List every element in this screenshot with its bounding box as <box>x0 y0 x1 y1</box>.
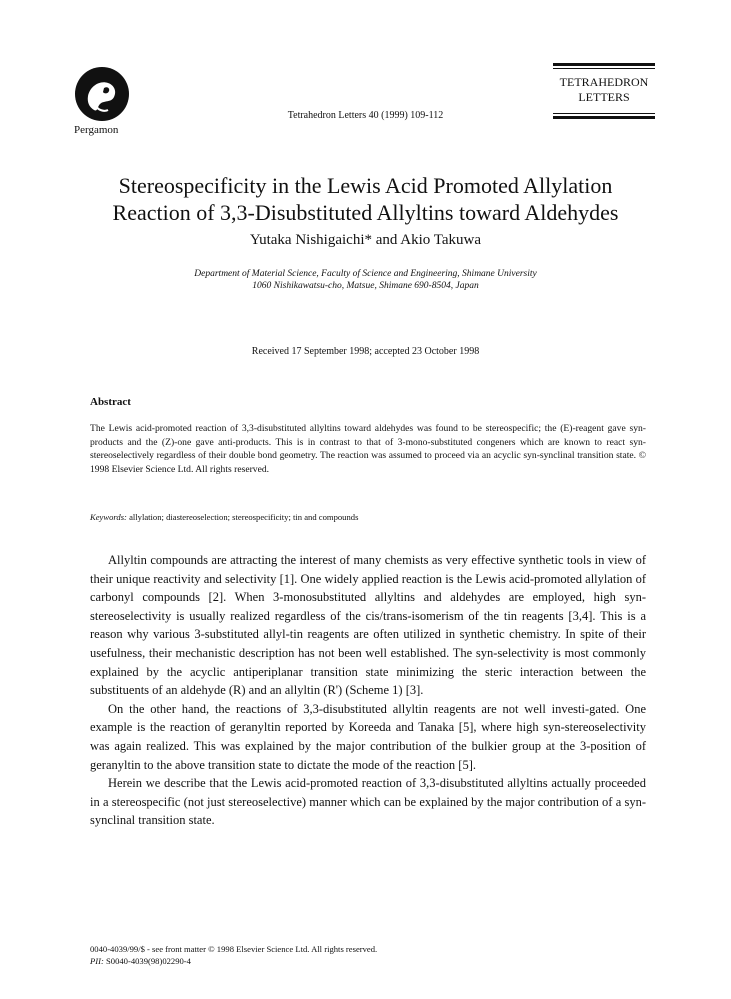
pii-line <box>90 955 377 967</box>
masthead-rule-bottom <box>553 116 655 119</box>
affiliation <box>0 268 731 292</box>
body-paragraph: Allyltin compounds are attracting the interest of many chemists as very effective synthetic tools in view of their unique reactivity and selectivity [1]. One widely applied reaction is the Lewis acid-promoted allylation of carbonyl compounds [2]. When 3-monosubstituted allyltins and aldehydes are employed, high syn-stereoselectivity is usually realized regardless of the cis/trans-isomerism of the tin reagents [3,4]. This is a reason why various 3-substituted allyl-tin reagents are often utilized in synthetic chemistry. In spite of their usefulness, their mechanistic description has not been well established. The syn-selectivity is most commonly explained by the acyclic antiperiplanar transition state minimizing the steric interaction between the substituents of an aldehyde (R) and an allyltin (R') (Scheme 1) [3]. <box>90 553 646 698</box>
masthead-rule-bottom-thin <box>553 113 655 114</box>
body-paragraph: On the other hand, the reactions of 3,3-disubstituted allyltin reagents are not well investi-gated. One example is the reaction of geranyltin reported by Koreeda and Tanaka [5], where high syn-stereoselectivity was again realized. This was explained by the major contribution of the bulkier group at the 3-position of geranyltin to the above transition state to dictate the mode of the reaction [5]. <box>90 701 646 772</box>
footer <box>90 943 377 967</box>
affiliation-line: Department of Material Science, Faculty of Science and Engineering, Shimane University <box>194 269 537 279</box>
keywords-list: allylation; diastereoselection; stereospecificity; tin and compounds <box>126 512 359 522</box>
title-line: Stereospecificity in the Lewis Acid Promoted Allylation <box>118 173 613 198</box>
masthead-rule-top <box>553 63 655 66</box>
keywords-label: Keywords: <box>90 512 127 522</box>
copyright-line: 0040-4039/99/$ - see front matter © 1998 Elsevier Science Ltd. All rights reserved. <box>90 944 378 954</box>
journal-name <box>553 75 655 105</box>
journal-reference: Tetrahedron Letters 40 (1999) 109-112 <box>287 110 444 121</box>
journal-name-line: TETRAHEDRON <box>559 75 649 89</box>
abstract-heading: Abstract <box>90 396 131 408</box>
authors: Yutaka Nishigaichi* and Akio Takuwa <box>249 232 482 248</box>
journal-masthead <box>553 63 655 119</box>
article-title <box>60 172 671 226</box>
body-paragraph: Herein we describe that the Lewis acid-promoted reaction of 3,3-disubstituted allyltins actually proceeded in a stereospecific (not just stereoselective) manner which can be explained by the major contribution of a syn-synclinal transition state. <box>90 776 646 828</box>
body-text <box>90 551 646 830</box>
keywords <box>90 512 358 522</box>
affiliation-line: 1060 Nishikawatsu-cho, Matsue, Shimane 690-8504, Japan <box>252 281 479 291</box>
pii-label: PII: <box>90 956 104 966</box>
journal-name-line: LETTERS <box>578 90 630 104</box>
masthead-rule-top-thin <box>553 68 655 69</box>
title-line: Reaction of 3,3-Disubstituted Allyltins toward Aldehydes <box>112 200 619 225</box>
received-dates: Received 17 September 1998; accepted 23 October 1998 <box>251 346 480 357</box>
abstract-text: The Lewis acid-promoted reaction of 3,3-disubstituted allyltins toward aldehydes was found to be stereospecific; the (E)-reagent gave syn-products and the (Z)-one gave anti-products. This is in contrast to that of 3-mono-substituted congeners which are known to react syn-stereoselectively regardless of their double bond geometry. The reaction was assumed to proceed via an acyclic syn-synclinal transition state. © 1998 Elsevier Science Ltd. All rights reserved. <box>90 423 646 475</box>
publisher-name: Pergamon <box>74 124 119 136</box>
pii-value: S0040-4039(98)02290-4 <box>103 956 191 966</box>
